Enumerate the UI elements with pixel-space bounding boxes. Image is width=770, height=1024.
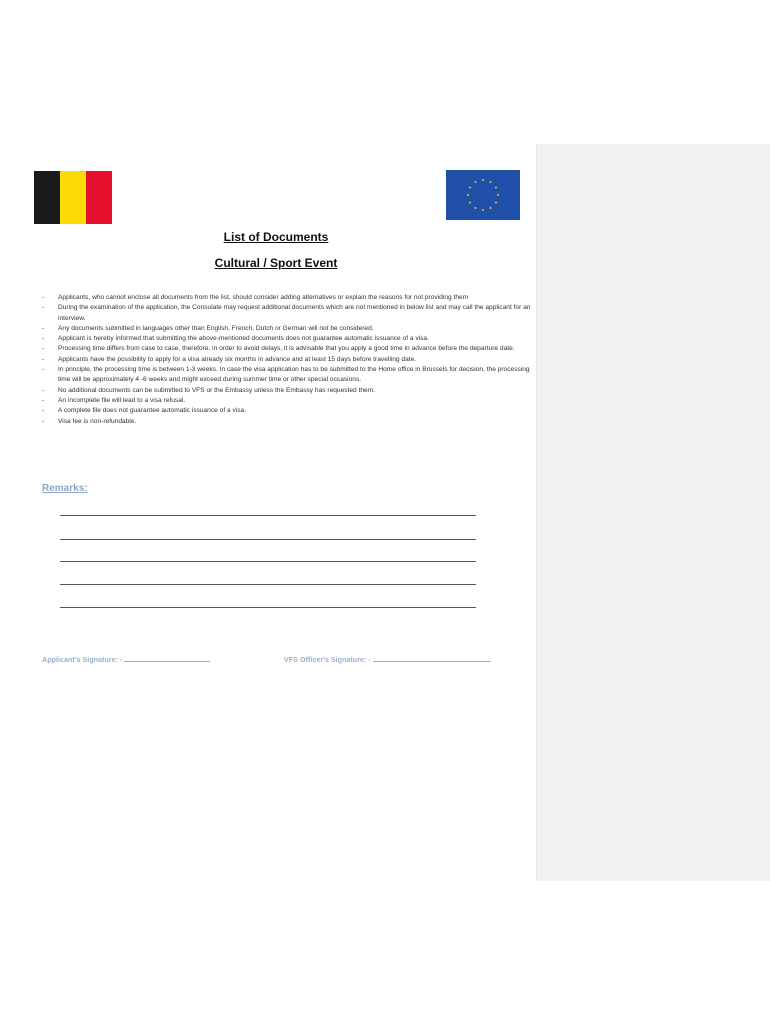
list-item: - Processing time differs from case to case, therefore, in order to avoid delays, it is advisable that you apply a good time in advance before the departure date. — [42, 344, 532, 354]
officer-signature — [284, 655, 491, 664]
bullet-marker: - — [42, 417, 45, 425]
document-subtitle: Cultural / Sport Event — [214, 256, 338, 270]
bullet-marker: - — [42, 345, 45, 353]
remarks-line-5[interactable] — [60, 607, 476, 608]
list-item: - Any documents submitted in languages other than English, French, Dutch or German will not be considered. — [42, 324, 532, 334]
list-item: - Applicants have the possibility to apply for a visa already six months in advance and at least 15 days before travelling date. — [42, 355, 532, 365]
eu-flag-icon — [446, 170, 520, 220]
list-item: - Applicant is hereby informed that submitting the above-mentioned documents does not guarantee automatic issuance of a visa. — [42, 334, 532, 344]
bullet-marker: - — [42, 335, 45, 343]
belgium-flag-icon — [34, 171, 112, 224]
applicant-signature-label: Applicant's Signature: - — [42, 655, 123, 664]
remarks-line-4[interactable] — [60, 584, 476, 585]
flag-stripe-yellow — [60, 171, 86, 224]
remarks-line-1[interactable] — [60, 515, 476, 516]
list-item: - An incomplete file will lead to a visa refusal. — [42, 396, 532, 406]
bullet-marker: - — [42, 324, 45, 332]
comment-pane — [536, 144, 770, 881]
list-item: - During the examination of the application, the Consulate may request additional documents which are not mentioned in below list and may call the applicant for an interview. — [42, 304, 531, 322]
list-item: - No additional documents can be submitted to VFS or the Embassy unless the Embassy has requested them. — [42, 386, 532, 396]
remarks-line-2[interactable] — [60, 539, 476, 540]
bullet-marker: - — [42, 355, 45, 363]
instructions-list — [42, 293, 532, 427]
bullet-marker: - — [42, 407, 45, 415]
remarks-line-3[interactable] — [60, 561, 476, 562]
document-title: List of Documents — [223, 230, 329, 244]
applicant-signature-field[interactable] — [124, 661, 210, 662]
remarks-label: Remarks: — [42, 483, 88, 494]
bullet-marker: - — [42, 294, 45, 301]
list-item: - A complete file does not guarantee automatic issuance of a visa. — [42, 406, 532, 416]
officer-signature-field[interactable] — [373, 661, 491, 662]
bullet-marker: - — [42, 396, 45, 404]
bullet-marker: - — [42, 366, 45, 374]
eu-flag-background — [446, 170, 520, 220]
officer-signature-label: VFS Officer's Signature: - — [284, 655, 371, 664]
applicant-signature — [42, 655, 210, 664]
list-item: - In principle, the processing time is between 1-3 weeks. In case the visa application has to be submitted to the Home office in Brussels for decision, the processing time will be approximately 4 -6 weeks and might exceed during summer time or other special occasions. — [42, 366, 530, 384]
bullet-marker: - — [42, 304, 45, 312]
list-item: - Visa fee is non-refundable. — [42, 417, 532, 427]
bullet-marker: - — [42, 386, 45, 394]
flag-stripe-red — [86, 171, 112, 224]
flag-stripe-black — [34, 171, 60, 224]
list-item: - Applicants, who cannot enclose all documents from the list, should consider adding alternatives or explain the reasons for not providing them — [42, 293, 532, 303]
